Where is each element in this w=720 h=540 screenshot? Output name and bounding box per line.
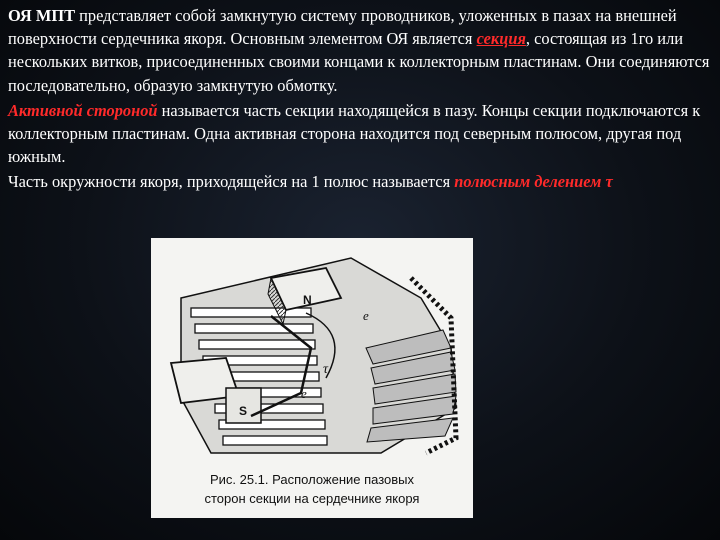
paragraph-text: называется часть секции находящейся в пазу. Концы секции подключаются к коллекторным пластинам. Одна активная сторона находится под северным полюсом, другая под южным. [8,100,701,167]
paragraph-section [8,4,714,97]
paragraph-pole-pitch [8,170,714,193]
label-e-top: e [363,308,369,323]
paragraph-text: представляет собой замкнутую систему проводников, уложенных в пазах на внешней поверхности сердечника якоря. Основным элементом ОЯ является [8,6,677,49]
paragraph-active-side [8,99,714,169]
term-pole-pitch: полюсным делением τ [454,172,613,192]
term-section: секция [476,29,526,49]
label-tau: τ [323,362,329,377]
slide-text [8,4,714,194]
caption-line-2: сторон секции на сердечнике якоря [204,491,420,506]
label-e-bottom: e [301,386,307,401]
label-s: S [239,404,248,418]
figure-caption [151,470,473,508]
paragraph-text: , состоящая из 1го или нескольких витков, присоединенных своими концами к коллекторным пластинам. Они соединяются последовательно, образую замкнутую обмотку. [8,29,710,95]
label-n: N [303,293,312,307]
term-oya-mpt: ОЯ МПТ [8,6,76,25]
caption-line-1: Рис. 25.1. Расположение пазовых [209,472,415,487]
paragraph-text: Часть окружности якоря, приходящейся на 1 полюс называется [8,172,455,192]
armature-figure [151,238,473,518]
armature-drawing [151,238,473,468]
term-active-side: Активной стороной [8,100,158,120]
